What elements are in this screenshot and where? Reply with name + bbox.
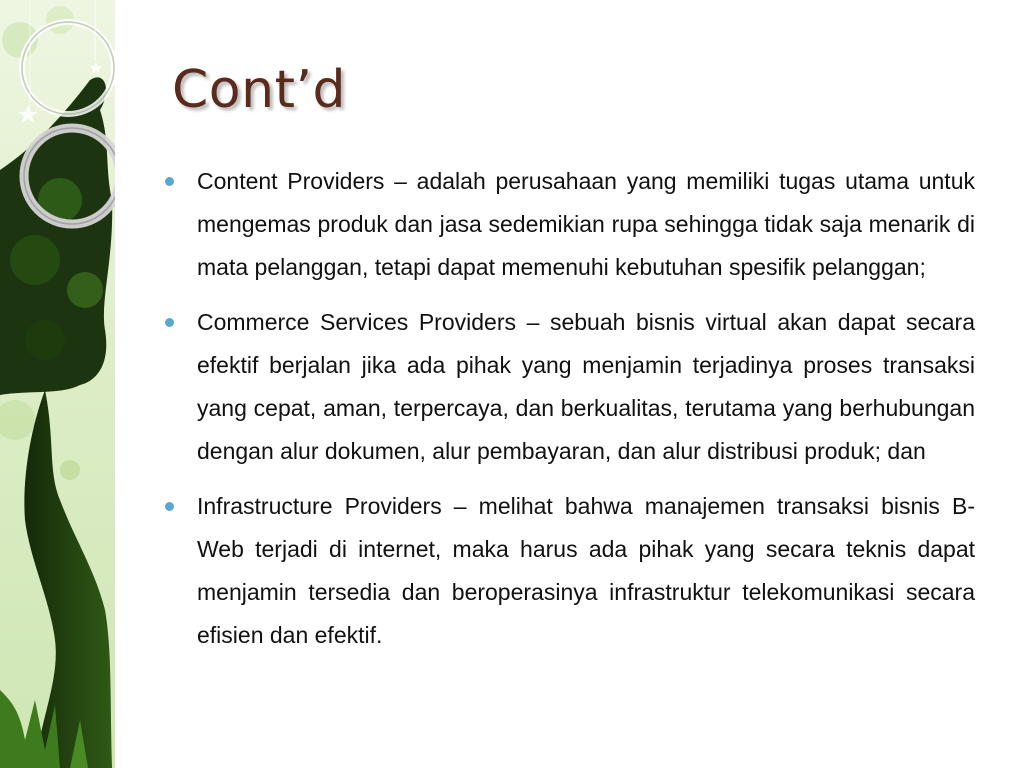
slide-title: Cont’d <box>172 60 347 120</box>
bullet-text: Infrastructure Providers – melihat bahwa manajemen transaksi bisnis B-Web terjadi di internet, maka harus ada pihak yang secara teknis dapat menjamin tersedia dan beroperasinya infrastruktur telekomunikasi secara efisien dan efektif. <box>197 493 975 648</box>
bullet-dot-icon <box>165 502 174 511</box>
bullet-list <box>160 160 975 669</box>
bullet-dot-icon <box>165 318 174 327</box>
bullet-dot-icon <box>165 177 174 186</box>
list-item <box>160 301 975 473</box>
list-item <box>160 485 975 657</box>
list-item <box>160 160 975 289</box>
bullet-text: Content Providers – adalah perusahaan yang memiliki tugas utama untuk mengemas produk dan jasa sedemikian rupa sehingga tidak saja menarik di mata pelanggan, tetapi dapat memenuhi kebutuhan spesifik pelanggan; <box>197 168 975 280</box>
bullet-text: Commerce Services Providers – sebuah bisnis virtual akan dapat secara efektif berjalan jika ada pihak yang menjamin terjadinya proses transaksi yang cepat, aman, terpercaya, dan berkualitas, terutama yang berhubungan dengan alur dokumen, alur pembayaran, dan alur distribusi produk; dan <box>197 309 975 464</box>
decorative-sidebar <box>0 0 115 768</box>
tree-silhouette-graphic <box>0 0 115 768</box>
